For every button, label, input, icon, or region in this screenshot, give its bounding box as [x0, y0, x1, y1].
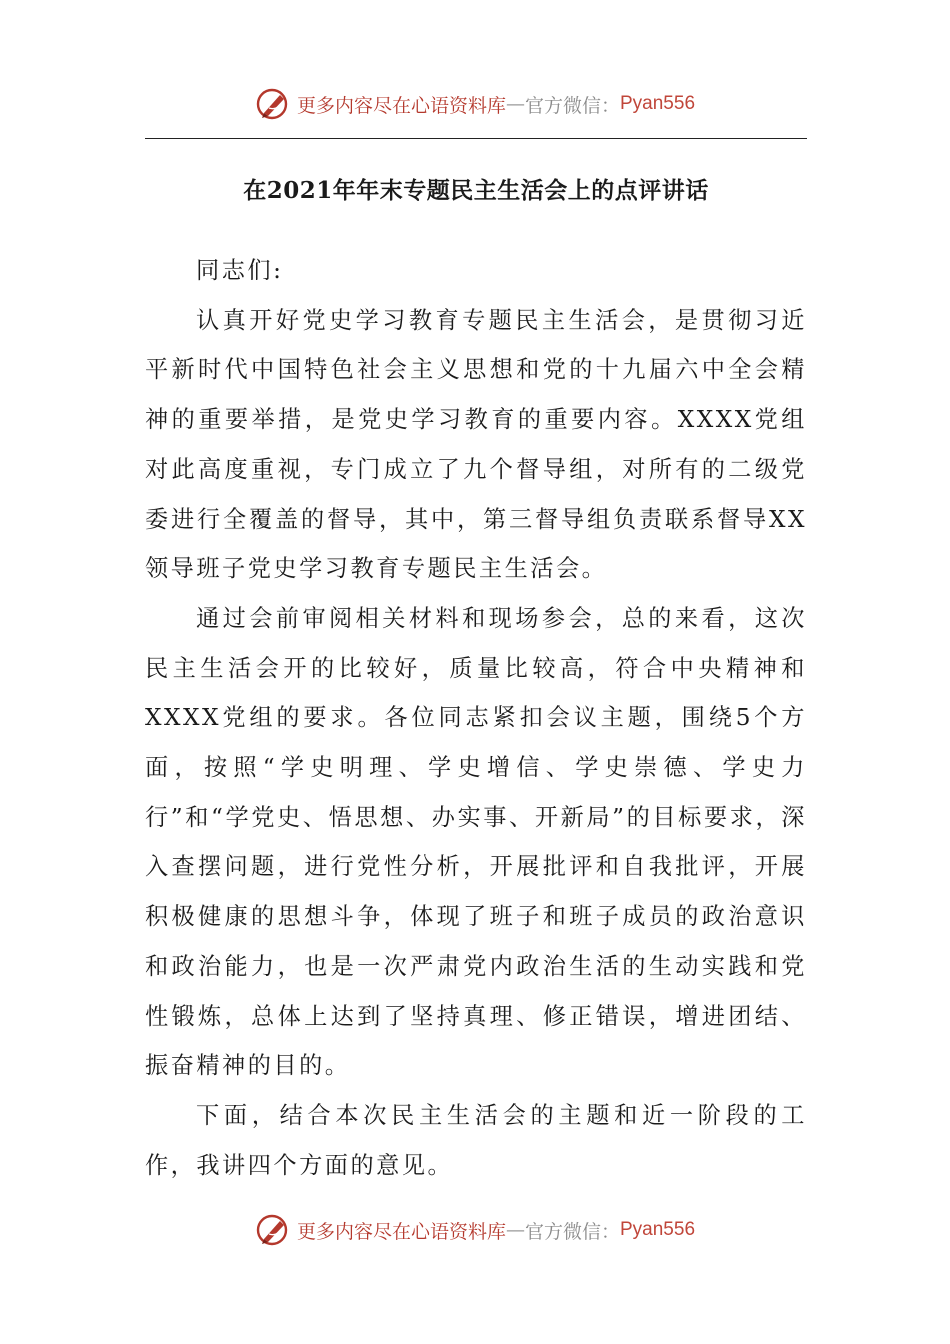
watermark-label: 官方微信： [524, 1220, 620, 1243]
paragraph-2: 通过会前审阅相关材料和现场参会，总的来看，这次民主生活会开的比较好，质量比较高，符合中央精神和XXXX党组的要求。各位同志紧扣会议主题，围绕5个方面，按照“学史明理、学史增信、学史崇德、学史力行”和“学党史、悟思想、办实事、开新局”的目标要求，深入查摆问题，进行党性分析，开展批评和自我批评，开展积极健康的思想斗争，体现了班子和班子成员的政治意识和政治能力，也是一次严肃党内政治生活的生动实践和党性锻炼，总体上达到了坚持真理、修正错误，增进团结、振奋精神的目的。 [145, 604, 807, 1080]
header-rule [145, 138, 807, 139]
paragraph-3: 下面，结合本次民主生活会的主题和近一阶段的工作，我讲四个方面的意见。 [145, 1101, 807, 1179]
pen-logo-icon [255, 86, 291, 122]
document-body [145, 246, 807, 1190]
header-watermark [0, 84, 950, 124]
footer-watermark [0, 1210, 950, 1250]
salutation: 同志们: [196, 257, 284, 284]
watermark-dash: — [505, 1219, 525, 1241]
pen-logo-icon [255, 1212, 291, 1248]
paragraph-1: 认真开好党史学习教育专题民主生活会，是贯彻习近平新时代中国特色社会主义思想和党的十九届六中全会精神的重要举措，是党史学习教育的重要内容。XXXX党组对此高度重视，专门成立了九个督导组，对所有的二级党委进行全覆盖的督导，其中，第三督导组负责联系督导XX领导班子党史学习教育专题民主生活会。 [145, 306, 807, 583]
watermark-wechat-id: Pyan556 [620, 93, 696, 114]
watermark-label: 官方微信： [524, 94, 620, 117]
watermark-dash: — [505, 93, 525, 115]
document-title: 在2021年年末专题民主生活会上的点评讲话 [243, 177, 709, 204]
watermark-site-text: 更多内容尽在心语资料库 [296, 1220, 506, 1243]
watermark-site-text: 更多内容尽在心语资料库 [296, 94, 506, 117]
watermark-wechat-id: Pyan556 [620, 1219, 696, 1240]
